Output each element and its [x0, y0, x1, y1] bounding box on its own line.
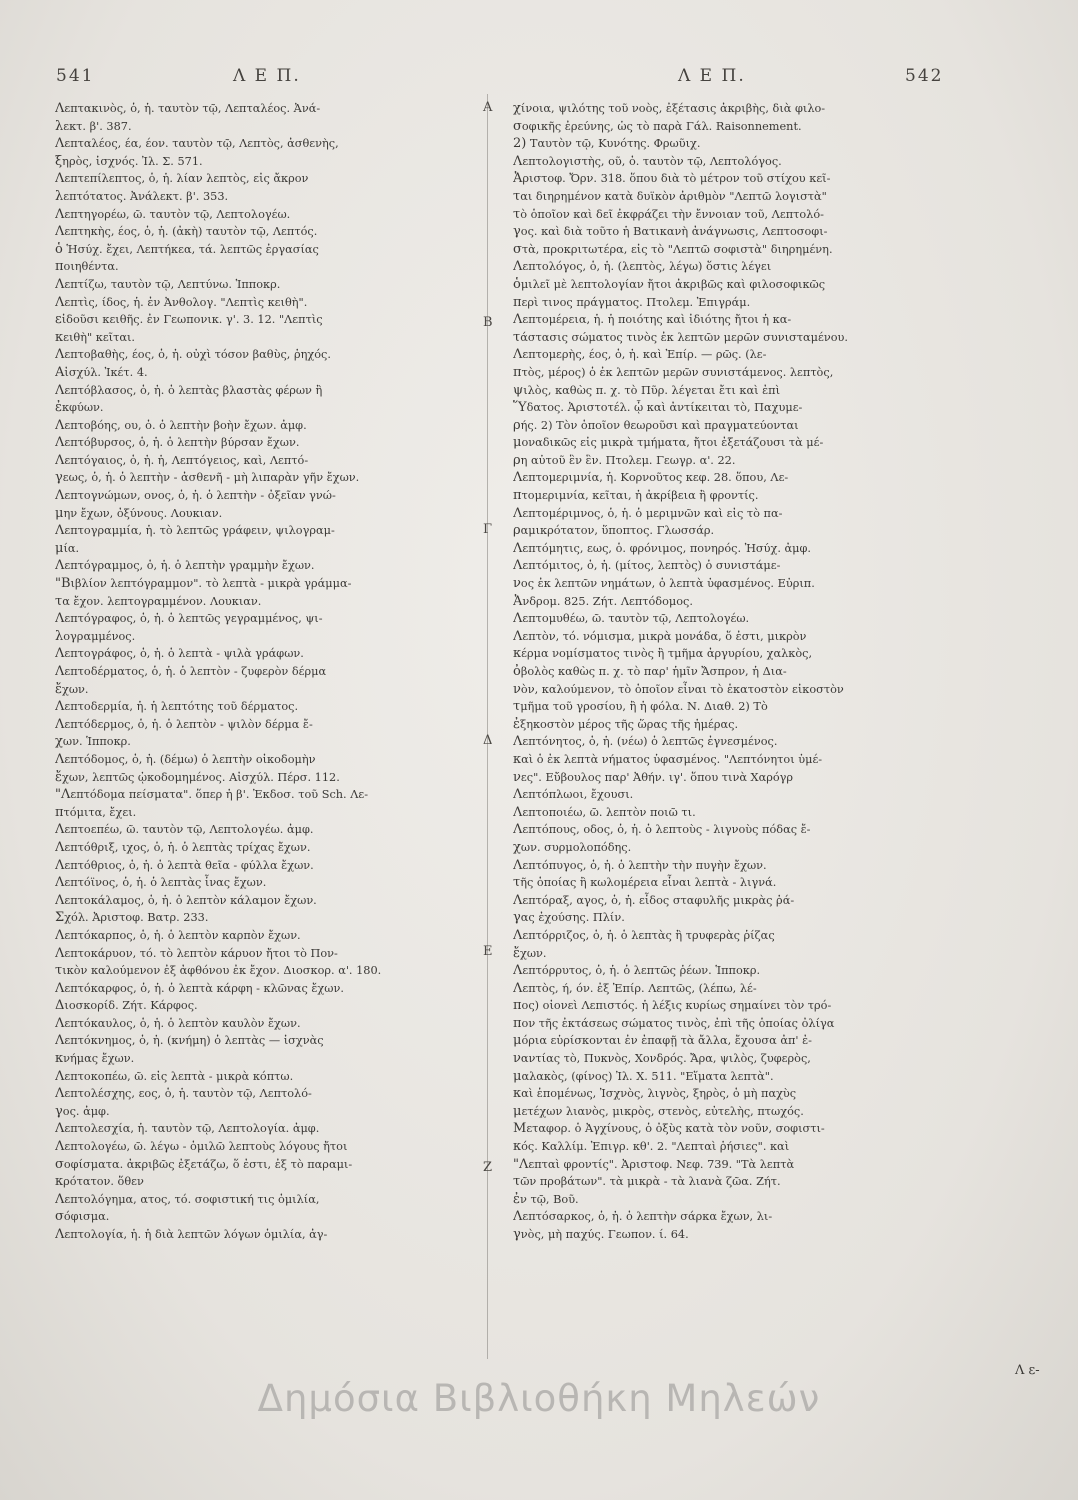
- entry-line: ἔχων.: [513, 945, 547, 961]
- entry-line: χων. συρμολοπόδης.: [513, 839, 632, 855]
- entry-line: Λεπτοεπέω, ῶ. ταυτὸν τῷ, Λεπτολογέω. ἀμφ.: [55, 822, 314, 838]
- entry-line: Λεπτόγαιος, ὁ, ἡ. ἡ, Λεπτόγειος, καὶ, Λεπτό-: [55, 452, 309, 468]
- entry-line: Λεπτομυθέω, ῶ. ταυτὸν τῷ, Λεπτολογέω.: [513, 611, 750, 627]
- entry-line: Λεπτόγραμμος, ὁ, ἡ. ὁ λεπτὴν γραμμὴν ἔχων.: [55, 558, 315, 574]
- entry-line: ἔχων, λεπτῶς ᾠκοδομημένος. Αἰσχύλ. Πέρσ. 112.: [55, 769, 340, 785]
- entry-line: Λεπταλέος, έα, έον. ταυτὸν τῷ, Λεπτὸς, ἀσθενὴς,: [55, 136, 339, 152]
- entry-line: Λεπτόθριξ, ιχος, ὁ, ἡ. ὁ λεπτὰς τρίχας ἔχων.: [55, 839, 311, 855]
- entry-line: Λεπτομέριμνος, ὁ, ἡ. ὁ μεριμνῶν καὶ εἰς τὸ πα-: [513, 505, 783, 521]
- entry-line: Λεπτόβυρσος, ὁ, ἡ. ὁ λεπτὴν βύρσαν ἔχων.: [55, 435, 300, 451]
- left-page-number: 541: [56, 66, 95, 86]
- entry-line: Σχόλ. Ἀριστοφ. Βατρ. 233.: [55, 910, 209, 926]
- entry-line: Λεπτόβλασος, ὁ, ἡ. ὁ λεπτὰς βλαστὰς φέρων ἢ: [55, 382, 323, 398]
- entry-line: Λεπτολόγος, ὁ, ἡ. (λεπτὸς, λέγω) ὅστις λέγει: [513, 259, 772, 275]
- entry-line: Λεπτόσαρκος, ὁ, ἡ. ὁ λεπτὴν σάρκα ἔχων, λι-: [513, 1209, 773, 1225]
- entry-line: μία.: [55, 540, 80, 556]
- entry-line: "Λεπταὶ φροντίς". Ἀριστοφ. Νεφ. 739. "Τὰ λεπτὰ: [513, 1156, 795, 1172]
- entry-line: Λεπτόγραφος, ὁ, ἡ. ὁ λεπτῶς γεγραμμένος, ψι-: [55, 611, 323, 627]
- entry-line: Λεπτόπους, οδος, ὁ, ἡ. ὁ λεπτοὺς - λιγνοὺς πόδας ἔ-: [513, 822, 811, 838]
- entry-line: τμῆμα τοῦ γροσίου, ἢ ἡ φόλα. Ν. Διαθ. 2) Τὸ: [513, 699, 768, 715]
- entry-line: στὰ, προκριτωτέρα, εἰς τὸ "Λεπτῶ σοφιστὰ" διηρημένη.: [513, 241, 833, 257]
- entry-line: Λεπτόπυγος, ὁ, ἡ. ὁ λεπτὴν τὴν πυγὴν ἔχων.: [513, 857, 767, 873]
- entry-line: πτὸς, μέρος) ὁ ἐκ λεπτῶν μερῶν συνιστάμενος. λεπτὸς,: [513, 364, 834, 380]
- entry-line: νος ἐκ λεπτῶν νημάτων, ὁ λεπτὰ ὑφασμένος. Εὐριπ.: [513, 576, 815, 592]
- entry-line: τικὸν καλούμενον ἐξ ἀφθόνου ἐκ ἔχον. Διοσκορ. α'. 180.: [55, 963, 382, 979]
- entry-line: γεως, ὁ, ἡ. ὁ λεπτὴν - ἀσθενῆ - μὴ λιπαρὰν γῆν ἔχων.: [55, 470, 360, 486]
- entry-line: μαλακὸς, (φίνος) Ἰλ. Χ. 511. "Εἵματα λεπτὰ".: [513, 1068, 774, 1084]
- entry-line: Λεπτόραξ, αγος, ὁ, ἡ. εἶδος σταφυλῆς μικρὰς ῥά-: [513, 892, 795, 908]
- entry-line: πτόμιτα, ἔχει.: [55, 804, 137, 820]
- entry-line: Λεπτακινὸς, ὁ, ἡ. ταυτὸν τῷ, Λεπταλέος. Ἀνά-: [55, 101, 321, 116]
- entry-line: γνὸς, μὴ παχύς. Γεωπον. ί. 64.: [513, 1227, 689, 1242]
- entry-line: σοφίσματα. ἀκριβῶς ἐξετάζω, ὅ ἐστι, ἐξ τὸ παραμι-: [55, 1156, 353, 1172]
- right-column: [513, 100, 945, 1244]
- right-page-number: 542: [905, 66, 944, 86]
- entry-line: Λεπτομεριμνία, ἡ. Κορνοῦτος κεφ. 28. ὅπου, Λε-: [513, 470, 789, 486]
- entry-line: λεπτότατος. Ἀνάλεκτ. β'. 353.: [55, 188, 229, 204]
- entry-line: Λεπτοκάρυον, τό. τὸ λεπτὸν κάρυον ἤτοι τὸ Πον-: [55, 945, 338, 961]
- entry-line: κρότατον. ὅθεν: [55, 1174, 144, 1190]
- entry-line: ὀβολὸς καθὼς π. χ. τὸ παρ' ἡμῖν Ἄσπρον, ἡ Δια-: [513, 664, 787, 679]
- entry-line: Λεπτοδέρματος, ὁ, ἡ. ὁ λεπτὸν - ζυφερὸν δέρμα: [55, 664, 327, 679]
- entry-line: Λεπτοποιέω, ῶ. λεπτὸν ποιῶ τι.: [513, 804, 696, 820]
- entry-line: Λεπτόδομος, ὁ, ἡ. (δέμω) ὁ λεπτὴν οἰκοδομὴν: [55, 751, 316, 767]
- entry-line: Λεπτόθριος, ὁ, ἡ. ὁ λεπτὰ θεῖα - φύλλα ἔχων.: [55, 857, 314, 873]
- catchword: Λ ε-: [1015, 1363, 1040, 1378]
- entry-line: Λεπτηγορέω, ῶ. ταυτὸν τῷ, Λεπτολογέω.: [55, 206, 291, 222]
- margin-mark-b: Β: [483, 315, 493, 330]
- entry-line: γος. ἀμφ.: [55, 1103, 110, 1119]
- entry-line: Λεπτομερὴς, έος, ὁ, ἡ. καὶ Ἐπίρ. — ρῶς. (λε-: [513, 347, 767, 363]
- entry-line: εἰδοῦσι κειθῆς. ἐν Γεωπονικ. γ'. 3. 12. "Λεπτὶς: [55, 312, 323, 328]
- entry-line: σόφισμα.: [55, 1209, 110, 1225]
- entry-line: Λεπτόρριζος, ὁ, ἡ. ὁ λεπτὰς ἢ τρυφερὰς ῥίζας: [513, 927, 775, 943]
- entry-line: λεκτ. β'. 387.: [55, 118, 132, 134]
- entry-line: Λεπτόπλωοι, ἔχουσι.: [513, 787, 634, 803]
- entry-line: "Λεπτόδομα πείσματα". ὅπερ ἡ β'. Ἐκδοσ. τοῦ Sch. Λε-: [55, 787, 369, 803]
- entry-line: μετέχων λιανὸς, μικρὸς, στενὸς, εὐτελὴς, πτωχός.: [513, 1103, 804, 1119]
- entry-line: ἐν τῷ, Βοῦ.: [513, 1191, 579, 1207]
- entry-line: Λεπτόϊνος, ὁ, ἡ. ὁ λεπτὰς ἶνας ἔχων.: [55, 875, 267, 891]
- entry-line: Λεπτοβόης, ου, ὁ. ὁ λεπτὴν βοὴν ἔχων. ἀμφ.: [55, 417, 307, 433]
- entry-line: ψιλὸς, καθὼς π. χ. τὸ Πῦρ. λέγεται ἔτι καὶ ἐπὶ: [513, 382, 781, 398]
- entry-line: κός. Καλλίμ. Ἐπιγρ. κθ'. 2. "Λεπταὶ ῥήσιες". καὶ: [513, 1139, 790, 1155]
- entry-line: ξηρὸς, ἰσχνός. Ἰλ. Σ. 571.: [55, 153, 203, 169]
- entry-line: Λεπτόκαρπος, ὁ, ἡ. ὁ λεπτὸν καρπὸν ἔχων.: [55, 927, 301, 943]
- entry-line: γας ἐχούσης. Πλίν.: [513, 910, 625, 926]
- entry-line: μοναδικῶς εἰς μικρὰ τμήματα, ἤτοι ἐξετάζουσι τὰ μέ-: [513, 435, 824, 451]
- entry-line: Λεπτοδερμία, ἡ. ἡ λεπτότης τοῦ δέρματος.: [55, 699, 299, 715]
- entry-line: Λεπτομέρεια, ἡ. ἡ ποιότης καὶ ἰδιότης ἤτοι ἡ κα-: [513, 312, 792, 328]
- entry-line: 2) Ταυτὸν τῷ, Κυνότης. Φρωῦιχ.: [513, 136, 701, 152]
- entry-line: τῶν προβάτων". τὰ μικρὰ - τὰ λιανὰ ζῶα. Ζήτ.: [513, 1174, 781, 1190]
- entry-line: Λεπτόκνημος, ὁ, ἡ. (κνήμη) ὁ λεπτὰς — ἰσχνὰς: [55, 1033, 324, 1049]
- entry-line: ὁμιλεῖ μὲ λεπτολογίαν ἤτοι ἀκριβῶς καὶ φιλοσοφικῶς: [513, 276, 826, 292]
- entry-line: ἐξηκοστὸν μέρος τῆς ὥρας τῆς ἡμέρας.: [513, 716, 739, 732]
- margin-mark-c: Γ: [483, 522, 493, 537]
- entry-line: Λεπτόδερμος, ὁ, ἡ. ὁ λεπτὸν - ψιλὸν δέρμα ἔ-: [55, 716, 313, 732]
- entry-line: Λεπτὶς, ίδος, ἡ. ἐν Ἀνθολογ. "Λεπτὶς κειθὴ".: [55, 294, 308, 310]
- entry-line: ἐκφύων.: [55, 400, 104, 416]
- entry-line: Διοσκορίδ. Ζήτ. Κάρφος.: [55, 998, 198, 1014]
- entry-line: Λεπτόμιτος, ὁ, ἡ. (μίτος, λεπτὸς) ὁ συνιστάμε-: [513, 558, 781, 574]
- entry-line: Λεπτολεσχία, ἡ. ταυτὸν τῷ, Λεπτολογία. ἀμφ.: [55, 1121, 320, 1137]
- entry-line: νὸν, καλούμενον, τὸ ὁποῖον εἶναι τὸ ἑκατοστὸν εἰκοστὸν: [513, 681, 844, 697]
- entry-line: πος) οἱονεὶ Λεπιστός. ἡ λέξις κυρίως σημαίνει τὸν τρό-: [513, 998, 832, 1014]
- entry-line: κνήμας ἔχων.: [55, 1051, 135, 1067]
- entry-line: Ἀνδρομ. 825. Ζήτ. Λεπτόδομος.: [513, 593, 693, 609]
- library-watermark: Δημόσια Βιβλιοθήκη Μηλεών: [257, 1377, 821, 1420]
- entry-line: Λεπτόκαυλος, ὁ, ἡ. ὁ λεπτὸν καυλὸν ἔχων.: [55, 1015, 301, 1031]
- entry-line: τα ἔχον. λεπτογραμμένον. Λουκιαν.: [55, 593, 262, 609]
- entry-line: ναντίας τὸ, Πυκνὸς, Χονδρός. Ἄρα, ψιλὸς, ζυφερὸς,: [513, 1051, 811, 1067]
- entry-line: κειθὴ" κεῖται.: [55, 329, 136, 345]
- entry-line: πον τῆς ἐκτάσεως σώματος τινὸς, ἐπὶ τῆς ὁποίας ὀλίγα: [513, 1015, 835, 1031]
- entry-line: Λεπτοκοπέω, ῶ. εἰς λεπτὰ - μικρὰ κόπτω.: [55, 1068, 294, 1084]
- entry-line: τάστασις σώματος τινὸς ἐκ λεπτῶν μερῶν συνισταμένου.: [513, 329, 848, 345]
- entry-line: Λεπτόκαρφος, ὁ, ἡ. ὁ λεπτὰ κάρφη - κλῶνας ἔχων.: [55, 980, 344, 996]
- entry-line: τὸ ὁποῖον καὶ δεῖ ἐκφράζει τὴν ἔννοιαν τοῦ, Λεπτολό-: [513, 206, 824, 222]
- margin-mark-f: Ζ: [483, 1160, 493, 1175]
- entry-line: Λεπτογράφος, ὁ, ἡ. ὁ λεπτὰ - ψιλὰ γράφων.: [55, 646, 304, 662]
- entry-line: ὁ Ἡσύχ. ἔχει, Λεπτήκεα, τά. λεπτῶς ἐργασίας: [55, 241, 319, 257]
- entry-line: πτομεριμνία, κεῖται, ἡ ἀκρίβεια ἢ φροντίς.: [513, 488, 759, 504]
- entry-line: μην ἔχων, ὀξύνους. Λουκιαν.: [55, 505, 223, 521]
- entry-line: Ὕδατος. Ἀριστοτέλ. ᾧ καὶ ἀντίκειται τὸ, Παχυμε-: [513, 400, 803, 416]
- entry-line: Λεπτολογέω, ῶ. λέγω - ὁμιλῶ λεπτοὺς λόγους ἤτοι: [55, 1139, 348, 1155]
- entry-line: Λεπτίζω, ταυτὸν τῷ, Λεπτύνω. Ἱπποκρ.: [55, 276, 281, 292]
- entry-line: μόρια εὑρίσκονται ἐν ἐπαφῇ τὰ ἄλλα, ἔχουσα ἀπ' ἐ-: [513, 1033, 812, 1049]
- entry-line: καὶ ὁ ἐκ λεπτὰ νήματος ὑφασμένος. "Λεπτόνητοι ὑμέ-: [513, 751, 823, 767]
- entry-line: Λεπτολέσχης, εος, ὁ, ἡ. ταυτὸν τῷ, Λεπτολό-: [55, 1086, 312, 1102]
- entry-line: Λεπτεπίλεπτος, ὁ, ἡ. λίαν λεπτὸς, εἰς ἄκρον: [55, 171, 309, 187]
- entry-line: Λεπτὸν, τό. νόμισμα, μικρὰ μονάδα, ὅ ἐστι, μικρὸν: [513, 628, 807, 644]
- entry-line: Λεπτοβαθὴς, έος, ὁ, ἡ. οὐχὶ τόσον βαθὺς, ῥηχός.: [55, 347, 331, 363]
- entry-line: Λεπτόνητος, ὁ, ἡ. (νέω) ὁ λεπτῶς ἐγνεσμένος.: [513, 734, 778, 750]
- left-running-head: Λ Ε Π.: [233, 66, 301, 86]
- entry-line: ρής. 2) Τὸν ὁποῖον θεωροῦσι καὶ πραγματεύονται: [513, 417, 799, 433]
- entry-line: ἔχων.: [55, 681, 89, 697]
- entry-line: "Βιβλίον λεπτόγραμμον". τὸ λεπτὰ - μικρὰ γράμμα-: [55, 576, 352, 592]
- right-running-head: Λ Ε Π.: [678, 66, 746, 86]
- entry-line: Λεπτὸς, ή, όν. ἐξ Ἐπίρ. Λεπτῶς, (λέπω, λέ-: [513, 980, 757, 996]
- entry-line: Λεπτολογιστὴς, οῦ, ὁ. ταυτὸν τῷ, Λεπτολόγος.: [513, 153, 782, 169]
- entry-line: ποιηθέντα.: [55, 259, 119, 275]
- entry-line: Λεπτολόγημα, ατος, τό. σοφιστική τις ὁμιλία,: [55, 1191, 320, 1207]
- entry-line: λογραμμένος.: [55, 628, 136, 644]
- entry-line: Λεπτογνώμων, ονος, ὁ, ἡ. ὁ λεπτὴν - ὀξεῖαν γνώ-: [55, 488, 336, 504]
- entry-line: Λεπτοκάλαμος, ὁ, ἡ. ὁ λεπτὸν κάλαμον ἔχων.: [55, 892, 317, 908]
- entry-line: σοφικῆς ἐρεύνης, ὡς τὸ παρὰ Γάλ. Raisonnement.: [513, 118, 802, 134]
- entry-line: περὶ τινος πράγματος. Πτολεμ. Ἐπιγράμ.: [513, 294, 751, 310]
- entry-line: Λεπτηκὴς, έος, ὁ, ἡ. (ἀκὴ) ταυτὸν τῷ, Λεπτός.: [55, 224, 318, 240]
- margin-mark-e: Ε: [483, 944, 493, 959]
- entry-line: Ἀριστοφ. Ὄρν. 318. ὅπου διὰ τὸ μέτρον τοῦ στίχου κεῖ-: [513, 171, 831, 187]
- entry-line: χων. Ἱπποκρ.: [55, 734, 131, 750]
- entry-line: Λεπτόρρυτος, ὁ, ἡ. ὁ λεπτῶς ῥέων. Ἱπποκρ.: [513, 963, 761, 979]
- entry-line: Μεταφορ. ὁ Ἀγχίνους, ὁ ὀξὺς κατὰ τὸν νοῦν, σοφιστι-: [513, 1121, 825, 1137]
- entry-line: ραμικρότατον, ὕποπτος. Γλωσσάρ.: [513, 523, 715, 539]
- entry-line: Λεπτολογία, ἡ. ἡ διὰ λεπτῶν λόγων ὁμιλία, ἀγ-: [55, 1227, 328, 1242]
- margin-mark-a: Α: [483, 100, 493, 115]
- entry-line: γος. καὶ διὰ τοῦτο ἡ Βατικανὴ ἀνάγνωσις, Λεπτοσοφι-: [513, 224, 828, 240]
- entry-line: Λεπτογραμμία, ἡ. τὸ λεπτῶς γράφειν, ψιλογραμ-: [55, 523, 335, 539]
- entry-line: ρη αὐτοῦ ἓν ἓν. Πτολεμ. Γεωγρ. α'. 22.: [513, 452, 736, 468]
- entry-line: τῆς ὁποίας ἢ κωλομέρεια εἶναι λεπτὰ - λιγνά.: [513, 875, 777, 891]
- entry-line: καὶ ἑπομένως, Ἰσχνὸς, λιγνὸς, ξηρὸς, ὁ μὴ παχὺς: [513, 1086, 797, 1102]
- entry-line: νες". Εὔβουλος παρ' Ἀθήν. ιγ'. ὅπου τινὰ Χαρόγρ: [513, 769, 794, 785]
- entry-line: Αἰσχύλ. Ἰκέτ. 4.: [55, 364, 148, 380]
- margin-mark-d: Δ: [483, 733, 493, 748]
- entry-line: χίνοια, ψιλότης τοῦ νοὸς, ἐξέτασις ἀκριβὴς, διὰ φιλο-: [513, 101, 826, 116]
- entry-line: κέρμα νομίσματος τινὸς ἢ τμῆμα ἀργυρίου, χαλκὸς,: [513, 646, 813, 662]
- left-column: [55, 100, 473, 1244]
- entry-line: Λεπτόμητις, εως, ὁ. φρόνιμος, πονηρός. Ἡσύχ. ἀμφ.: [513, 540, 811, 556]
- entry-line: ται διηρημένον κατὰ δυϊκὸν ἀριθμὸν "Λεπτῶ λογιστὰ": [513, 188, 827, 204]
